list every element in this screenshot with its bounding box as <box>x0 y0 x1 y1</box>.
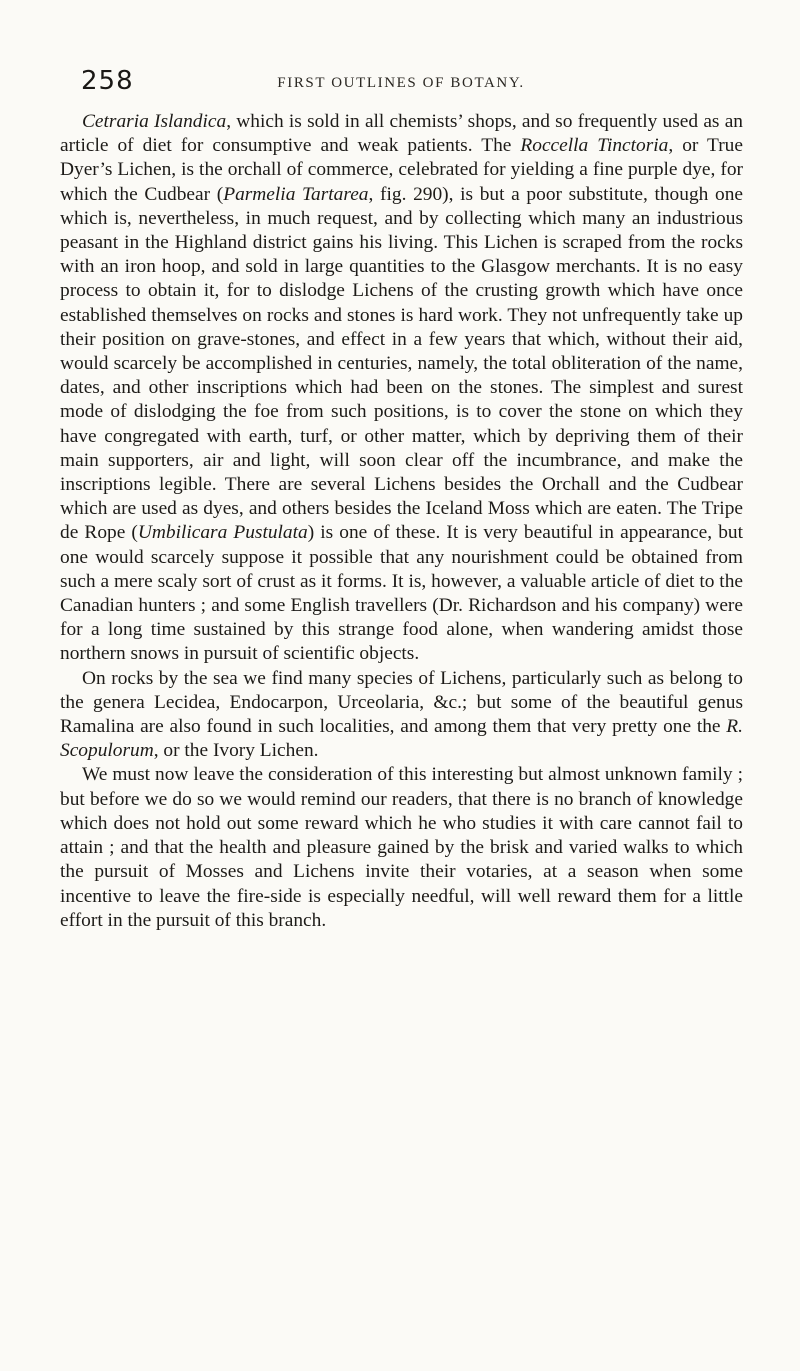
paragraph-2 <box>60 667 743 764</box>
running-title: FIRST OUTLINES OF BOTANY. <box>277 75 525 91</box>
paragraph-1 <box>60 110 743 667</box>
text-run: We must now leave the consideration of this interesting but almost unknown family ; but before we do so we would remind our readers, that there is no branch of knowledge which does not hold out some reward which he who studies it with care cannot fail to attain ; and that the health and pleasure gained by the brisk and varied walks to which the pursuit of Mosses and Lichens invite their votaries, at a season when some incentive to leave the fire-side is especially needful, will well reward them for a little effort in the pursuit of this branch. <box>60 764 743 931</box>
paragraph-3 <box>60 763 743 932</box>
italic-term: R. Scopulorum <box>60 716 743 762</box>
body-text <box>60 110 743 933</box>
italic-term: Cetraria Islandica <box>82 111 227 132</box>
page-number: 258 <box>81 66 134 96</box>
text-run: ) is one of these. It is very beautiful in appearance, but one would scarcely suppose it possible that any nourishment could be obtained from such a mere scaly sort of crust as it forms. It is, however, a valuable article of diet to the Canadian hunters ; and some English travellers (Dr. Richardson and his company) were for a long time sustained by this strange food alone, when wandering amidst those northern snows in pursuit of scientific objects. <box>60 522 743 665</box>
text-run: On rocks by the sea we find many species of Lichens, particularly such as belong to the genera Lecidea, Endocarpon, Urceolaria, &c.; but some of the beautiful genus Ramalina are also found in such localities, and among them that very pretty one the <box>60 667 743 738</box>
text-run: , which is sold in all chemists’ shops, and so frequently used as an article of diet for consumptive and weak patients. The <box>60 111 744 157</box>
running-head <box>81 66 721 100</box>
text-run: , fig. 290), is but a poor substitute, though one which is, nevertheless, in much request, and by collecting which many an industrious peasant in the Highland district gains his living. This Lichen is scraped from the rocks with an iron hoop, and sold in large quantities to the Glasgow merchants. It is no easy process to obtain it, for to dislodge Lichens of the crusting growth which have once established themselves on rocks and stones is hard work. They not unfrequently take up their position on grave-stones, and effect in a few years that which, without their aid, would scarcely be accomplished in centuries, namely, the total obliteration of the name, dates, and other inscriptions which had been on the stones. The simplest and surest mode of dislodging the foe from such positions, is to cover the stone on which they have congregated with earth, turf, or other matter, which by depriving them of their main supporters, air and light, will soon clear off the incumbrance, and make the inscriptions legible. There are several Lichens besides the Orchall and the Cudbear which are used as dyes, and others besides the Iceland Moss which are eaten. The Tripe de Rope ( <box>60 183 743 544</box>
italic-term: Umbilicara Pustulata <box>137 522 308 544</box>
italic-term: Roccella Tinctoria <box>520 135 669 157</box>
italic-term: Parmelia Tartarea <box>223 183 369 205</box>
text-run: , or the Ivory Lichen. <box>153 740 319 762</box>
text-run: , or True Dyer’s Lichen, is the orchall of commerce, celebrated for yielding a fine purple dye, for which the Cudbear ( <box>60 135 743 205</box>
